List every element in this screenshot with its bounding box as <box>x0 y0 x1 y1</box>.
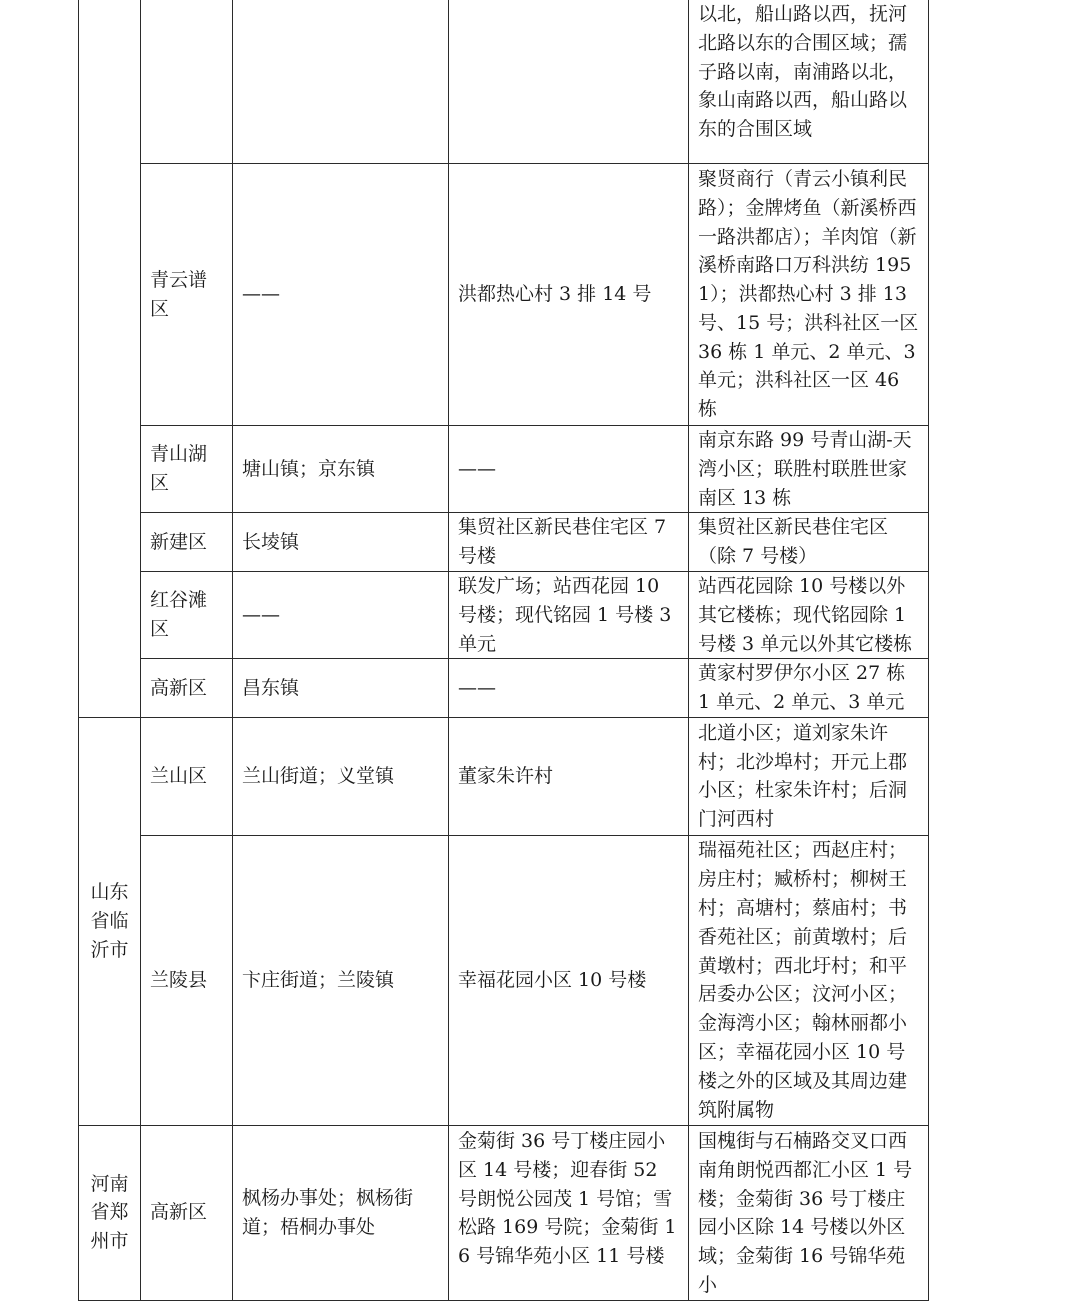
table-row <box>79 1125 929 1300</box>
towns-cell: 长堎镇 <box>233 513 449 572</box>
high-risk-cell: 金菊街 36 号丁楼庄园小区 14 号楼；迎春街 52 号朗悦公园茂 1 号馆；雪松路 169 号院；金菊街 16 号锦华苑小区 11 号楼 <box>449 1125 689 1300</box>
table-row <box>79 659 929 718</box>
high-risk-cell: 幸福花园小区 10 号楼 <box>449 835 689 1125</box>
towns-cell: 昌东镇 <box>233 659 449 718</box>
towns-cell: 卞庄街道；兰陵镇 <box>233 835 449 1125</box>
towns-cell: 兰山街道；义堂镇 <box>233 717 449 835</box>
district-cell: 红谷滩区 <box>141 571 233 658</box>
mid-risk-cell: 聚贤商行（青云小镇利民路）；金牌烤鱼（新溪桥西一路洪都店）；羊肉馆（新溪桥南路口万科洪纺 1951）；洪都热心村 3 排 13 号、15 号；洪科社区一区 36 栋 1 单元、2 单元、3 单元；洪科社区一区 46 栋 <box>689 164 929 426</box>
towns-cell: 塘山镇；京东镇 <box>233 426 449 513</box>
mid-risk-cell: 瑞福苑社区；西赵庄村；房庄村；臧桥村；柳树王村；高塘村；蔡庙村；书香苑社区；前黄墩村；后黄墩村；西北圩村；和平居委办公区；汶河小区；金海湾小区；翰林丽都小区；幸福花园小区 10 号楼之外的区域及其周边建筑附属物 <box>689 835 929 1125</box>
towns-cell: —— <box>233 571 449 658</box>
mid-risk-cell: 南京东路 99 号青山湖-天湾小区；联胜村联胜世家南区 13 栋 <box>689 426 929 513</box>
district-cell: 高新区 <box>141 659 233 718</box>
high-risk-cell: 洪都热心村 3 排 14 号 <box>449 164 689 426</box>
province-cell: 山东省临沂市 <box>79 717 141 1125</box>
table-row <box>79 571 929 658</box>
table-row <box>79 426 929 513</box>
province-cell: 河南省郑州市 <box>79 1125 141 1300</box>
towns-cell: 枫杨办事处；枫杨街道；梧桐办事处 <box>233 1125 449 1300</box>
table-row <box>79 717 929 835</box>
table-row <box>79 0 929 164</box>
mid-risk-cell: 北道小区；道刘家朱许村；北沙埠村；开元上郡小区；杜家朱许村；后洞门河西村 <box>689 717 929 835</box>
district-cell: 兰陵县 <box>141 835 233 1125</box>
high-risk-cell: —— <box>449 659 689 718</box>
table-row <box>79 513 929 572</box>
towns-cell: —— <box>233 164 449 426</box>
district-cell: 新建区 <box>141 513 233 572</box>
high-risk-cell: 联发广场；站西花园 10 号楼；现代铭园 1 号楼 3 单元 <box>449 571 689 658</box>
mid-risk-cell: 站西花园除 10 号楼以外其它楼栋；现代铭园除 1 号楼 3 单元以外其它楼栋 <box>689 571 929 658</box>
mid-risk-cell: 集贸社区新民巷住宅区（除 7 号楼） <box>689 513 929 572</box>
district-cell <box>141 0 233 164</box>
high-risk-cell <box>449 0 689 164</box>
district-cell: 高新区 <box>141 1125 233 1300</box>
district-cell: 兰山区 <box>141 717 233 835</box>
high-risk-cell: 董家朱许村 <box>449 717 689 835</box>
high-risk-cell: 集贸社区新民巷住宅区 7 号楼 <box>449 513 689 572</box>
district-cell: 青山湖区 <box>141 426 233 513</box>
mid-risk-cell: 国槐街与石楠路交叉口西南角朗悦西都汇小区 1 号楼；金菊街 36 号丁楼庄园小区除 14 号楼以外区域；金菊街 16 号锦华苑小 <box>689 1125 929 1300</box>
mid-risk-cell: 以北，船山路以西，抚河北路以东的合围区域；孺子路以南，南浦路以北，象山南路以西，船山路以东的合围区域 <box>689 0 929 164</box>
high-risk-cell: —— <box>449 426 689 513</box>
mid-risk-cell: 黄家村罗伊尔小区 27 栋 1 单元、2 单元、3 单元 <box>689 659 929 718</box>
district-cell: 青云谱区 <box>141 164 233 426</box>
province-cell <box>79 0 141 717</box>
risk-area-table <box>78 0 929 1301</box>
towns-cell <box>233 0 449 164</box>
table-row <box>79 835 929 1125</box>
table-row <box>79 164 929 426</box>
